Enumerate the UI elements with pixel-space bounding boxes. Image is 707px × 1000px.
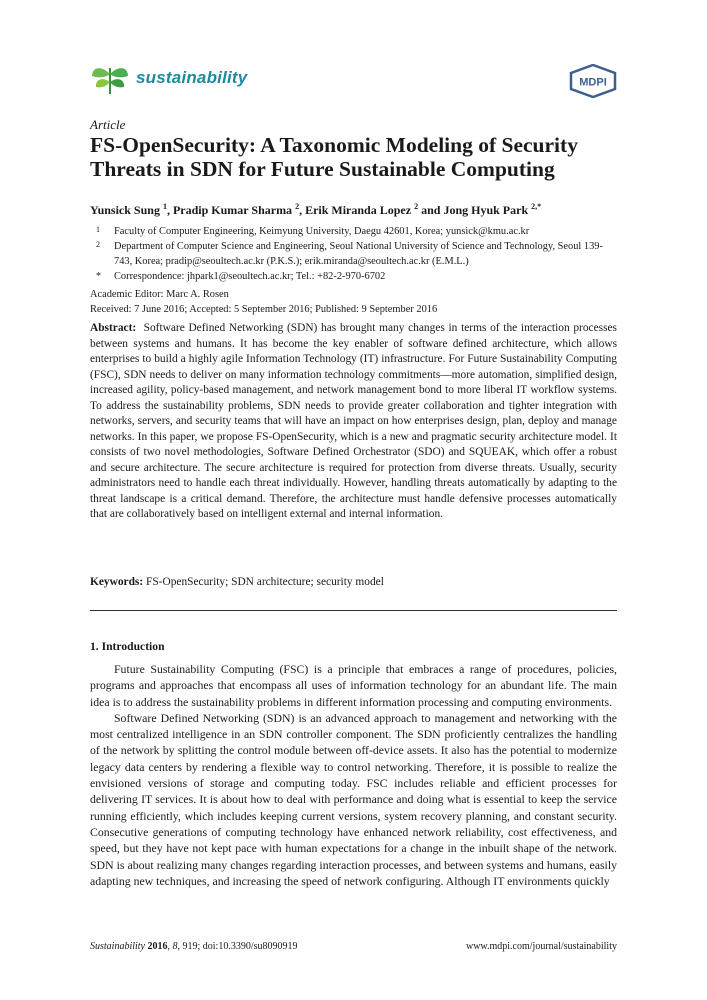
- abstract: [90, 321, 617, 523]
- affiliation-mark: 2: [96, 240, 100, 249]
- affiliation-mark: 1: [96, 225, 100, 234]
- paragraph: Software Defined Networking (SDN) is an advanced approach to management and networking with the most centralized intelligence in an SDN controller component. The SDN proficiently centralizes the handling of the network by splitting the control module between off-device assets. It also has the potential to modernize legacy data centers by rendering a flexible way to control networking. Therefore, it is possible to realize the envisioned versions of storage and computing today. FSC includes reliable and efficient processes for delivering IT services. It is about how to deal with performance and doing what is essential to keep the service running efficiently, which includes keeping current versions, system recovery planning, and constant security. Consecutive generations of computing technology have enhanced network reliability, cost effectiveness, and speed, but they have not kept pace with human expectations for a change in the inbuilt shape of the network. SDN is about realizing many changes regarding interaction processes, and between systems and humans, easily adapting new techniques, and increasing the speed of network configuring. Although IT environments quickly: [90, 710, 617, 888]
- section-body: [90, 661, 617, 889]
- author-affil-mark: 2: [295, 202, 300, 211]
- mdpi-logo-icon[interactable]: [569, 64, 617, 98]
- citation: Sustainability 2016, 8, 919; doi:10.3390/su8090919: [90, 941, 298, 952]
- journal-logo[interactable]: [90, 60, 247, 96]
- author-name: Jong Hyuk Park: [443, 203, 529, 217]
- journal-header: [90, 60, 617, 100]
- publisher-logo-text: MDPI: [579, 76, 607, 89]
- author-affil-mark: 2,*: [531, 202, 542, 211]
- academic-editor: Academic Editor: Marc A. Rosen: [90, 289, 229, 300]
- affiliation-text: Faculty of Computer Engineering, Keimyung University, Daegu 42601, Korea; yunsick@kmu.ac.kr: [114, 226, 530, 237]
- author-name: Erik Miranda Lopez: [305, 203, 412, 217]
- keywords-text: FS-OpenSecurity; SDN architecture; security model: [146, 576, 384, 588]
- author-list: [90, 202, 620, 218]
- author-separator: ,: [166, 203, 173, 217]
- correspondence-item: [90, 269, 620, 284]
- correspondence-text: Correspondence: jhpark1@seoultech.ac.kr; Tel.: +82-2-970-6702: [114, 271, 386, 282]
- abstract-label: Abstract:: [90, 322, 137, 334]
- section-heading: 1. Introduction: [90, 640, 165, 653]
- footer-volume: 8: [172, 941, 178, 952]
- leaf-logo-icon: [90, 60, 130, 96]
- footer-year: 2016: [147, 941, 168, 952]
- article-type: Article: [90, 117, 126, 132]
- footer-journal: Sustainability: [90, 941, 145, 952]
- author-name: Yunsick Sung: [90, 203, 160, 217]
- affiliation-item: [90, 239, 620, 269]
- editor-info: [90, 287, 620, 317]
- paragraph: Future Sustainability Computing (FSC) is a principle that embraces a range of procedures, policies, programs and approaches that encompass all uses of information technology for an abundant life. The main idea is to address the sustainability problems in different information processing and computing environments.: [90, 662, 617, 709]
- publication-dates: Received: 7 June 2016; Accepted: 5 September 2016; Published: 9 September 2016: [90, 304, 438, 315]
- author-name: Pradip Kumar Sharma: [172, 203, 293, 217]
- affiliation-item: [90, 224, 620, 239]
- author-affil-mark: 2: [414, 202, 419, 211]
- author-separator: ,: [299, 203, 306, 217]
- journal-name: sustainability: [136, 68, 248, 87]
- affiliation-text: Department of Computer Science and Engineering, Seoul National University of Science and Technology, Seoul 139-743, Korea; pradip@seoultech.ac.kr (P.K.S.); erik.miranda@seoultech.ac.kr (E.M.L.): [114, 241, 603, 267]
- page-footer: [90, 941, 617, 952]
- abstract-text: Software Defined Networking (SDN) has brought many changes in terms of the interaction processes between systems and humans. It has become the key enabler of software defined architecture, which allows enterprises to build a highly agile Information Technology (IT) infrastructure. For Future Sustainability Computing (FSC), SDN needs to deliver on many information technology commitments—more automation, simplified design, increased agility, policy-based management, and network management bond to more liberal IT workflow systems. To address the sustainability problems, SDN needs to provide greater collaboration and tighter integration with networks, servers, and security teams that will have an impact on how enterprises design, plan, deploy and manage networks. In this paper, we propose FS-OpenSecurity, which is a new and pragmatic security architecture model. It consists of two novel methodologies, Software Defined Orchestrator (SDO) and SQUEAK, which offer a robust and secure architecture. The secure architecture is required for protection from diverse threats. Usually, security administrators need to handle each threat individually. However, handling threats automatically by adapting to the threat landscape is a critical demand. Therefore, the architecture must handle defensive processes automatically that are collaboratively based on intelligent external and internal information.: [90, 322, 617, 520]
- affiliation-list: [90, 224, 620, 284]
- keywords: [90, 576, 617, 588]
- keywords-label: Keywords:: [90, 576, 144, 588]
- divider: [90, 610, 617, 611]
- author-affil-mark: 1: [162, 202, 167, 211]
- journal-url[interactable]: www.mdpi.com/journal/sustainability: [465, 941, 617, 952]
- footer-doi: , 919; doi:10.3390/su8090919: [177, 941, 298, 952]
- author-separator: and: [418, 203, 444, 217]
- affiliation-mark: *: [96, 271, 101, 282]
- article-title: FS-OpenSecurity: A Taxonomic Modeling of Security Threats in SDN for Future Sustainable Computing: [90, 133, 578, 181]
